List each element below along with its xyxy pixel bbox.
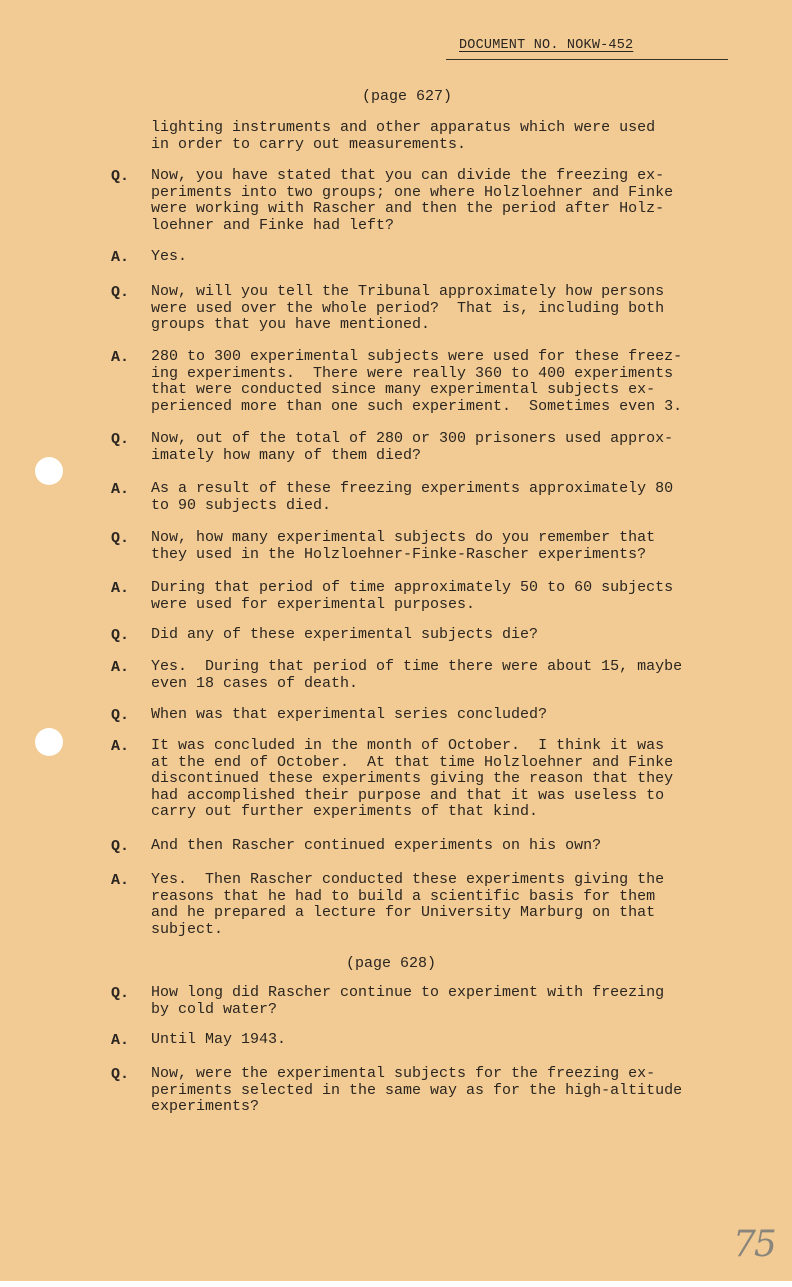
page-reference-627: (page 627) xyxy=(362,88,453,105)
speaker-marker: Q. xyxy=(111,431,130,448)
text-line: When was that experimental series concluded? xyxy=(151,706,548,723)
text-line: and he prepared a lecture for University Marburg on that xyxy=(151,904,656,921)
speaker-marker: A. xyxy=(111,872,130,889)
speaker-marker: A. xyxy=(111,738,130,755)
text-line: Now, were the experimental subjects for the freezing ex- xyxy=(151,1065,656,1082)
text-line: ing experiments. There were really 360 to 400 experiments xyxy=(151,364,674,382)
text-line: were used for experimental purposes. xyxy=(151,595,476,613)
text-line: Now, out of the total of 280 or 300 prisoners used approx- xyxy=(151,430,674,447)
speaker-marker: Q. xyxy=(111,985,130,1002)
text-line: As a result of these freezing experiments approximately 80 xyxy=(151,480,674,497)
text-line: experiments? xyxy=(151,1098,260,1115)
speaker-marker: A. xyxy=(111,249,130,266)
speaker-marker: A. xyxy=(111,580,130,597)
block-text xyxy=(151,985,741,1018)
block-text xyxy=(151,530,741,563)
punch-hole xyxy=(35,728,63,756)
text-line: even 18 cases of death. xyxy=(151,674,359,692)
text-line: periments into two groups; one where Holzloehner and Finke xyxy=(151,183,674,201)
speaker-marker: A. xyxy=(111,349,130,366)
text-line: perienced more than one such experiment. Sometimes even 3. xyxy=(151,397,683,415)
page-reference-628: (page 628) xyxy=(346,955,437,972)
text-line: loehner and Finke had left? xyxy=(151,216,395,234)
text-line: were working with Rascher and then the period after Holz- xyxy=(151,200,665,217)
speaker-marker: A. xyxy=(111,481,130,498)
block-text xyxy=(151,738,741,821)
text-line: subject. xyxy=(151,920,224,938)
speaker-marker: Q. xyxy=(111,838,130,855)
text-line: Now, you have stated that you can divide the freezing ex- xyxy=(151,167,665,184)
text-line: in order to carry out measurements. xyxy=(151,135,467,153)
text-line: Until May 1943. xyxy=(151,1031,287,1048)
block-text xyxy=(151,1032,741,1049)
text-line: discontinued these experiments giving the reason that they xyxy=(151,770,674,787)
text-line: carry out further experiments of that kind. xyxy=(151,803,539,820)
block-text xyxy=(151,838,741,855)
text-line: had accomplished their purpose and that it was useless to xyxy=(151,786,665,804)
text-line: reasons that he had to build a scientific basis for them xyxy=(151,887,656,905)
speaker-marker: A. xyxy=(111,1032,130,1049)
block-text xyxy=(151,481,741,514)
text-line: by cold water? xyxy=(151,1000,278,1018)
document-number: DOCUMENT NO. NOKW-452 xyxy=(459,38,634,53)
text-line: at the end of October. At that time Holzloehner and Finke xyxy=(151,753,674,771)
punch-hole xyxy=(35,457,63,485)
text-line: 280 to 300 experimental subjects were used for these freez- xyxy=(151,348,683,365)
text-line: imately how many of them died? xyxy=(151,446,422,464)
text-line: Now, how many experimental subjects do you remember that xyxy=(151,529,656,546)
block-text xyxy=(151,168,741,234)
text-line: Did any of these experimental subjects die? xyxy=(151,626,539,643)
text-line: It was concluded in the month of October. I think it was xyxy=(151,737,665,754)
speaker-marker: A. xyxy=(111,659,130,676)
block-text xyxy=(151,659,741,692)
text-line: During that period of time approximately 50 to 60 subjects xyxy=(151,579,674,596)
text-line: that were conducted since many experimental subjects ex- xyxy=(151,381,656,398)
block-text xyxy=(151,349,741,415)
speaker-marker: Q. xyxy=(111,284,130,301)
speaker-marker: Q. xyxy=(111,707,130,724)
text-line: to 90 subjects died. xyxy=(151,496,332,514)
speaker-marker: Q. xyxy=(111,1066,130,1083)
block-text xyxy=(151,284,741,334)
text-line: Now, will you tell the Tribunal approximately how persons xyxy=(151,283,665,300)
block-text xyxy=(151,580,741,613)
speaker-marker: Q. xyxy=(111,627,130,644)
handwritten-page-number: 75 xyxy=(733,1224,775,1265)
text-line: Yes. Then Rascher conducted these experiments giving the xyxy=(151,871,665,888)
text-line: Yes. xyxy=(151,248,188,265)
speaker-marker: Q. xyxy=(111,530,130,547)
block-text xyxy=(151,872,741,938)
block-text xyxy=(151,1066,741,1116)
speaker-marker: Q. xyxy=(111,168,130,185)
text-line: lighting instruments and other apparatus which were used xyxy=(151,119,656,136)
text-line: were used over the whole period? That is, including both xyxy=(151,299,665,317)
block-text xyxy=(151,249,741,266)
block-text xyxy=(151,627,741,644)
scan-edge xyxy=(0,1281,792,1287)
text-line: periments selected in the same way as for the high-altitude xyxy=(151,1081,683,1099)
document-number-rule xyxy=(446,59,728,60)
text-line: And then Rascher continued experiments on his own? xyxy=(151,837,602,854)
text-line: they used in the Holzloehner-Finke-Rascher experiments? xyxy=(151,545,647,563)
text-line: Yes. During that period of time there were about 15, maybe xyxy=(151,658,683,675)
text-line: How long did Rascher continue to experiment with freezing xyxy=(151,984,665,1001)
block-text xyxy=(151,431,741,464)
block-text xyxy=(151,120,741,153)
block-text xyxy=(151,707,741,724)
text-line: groups that you have mentioned. xyxy=(151,316,431,333)
